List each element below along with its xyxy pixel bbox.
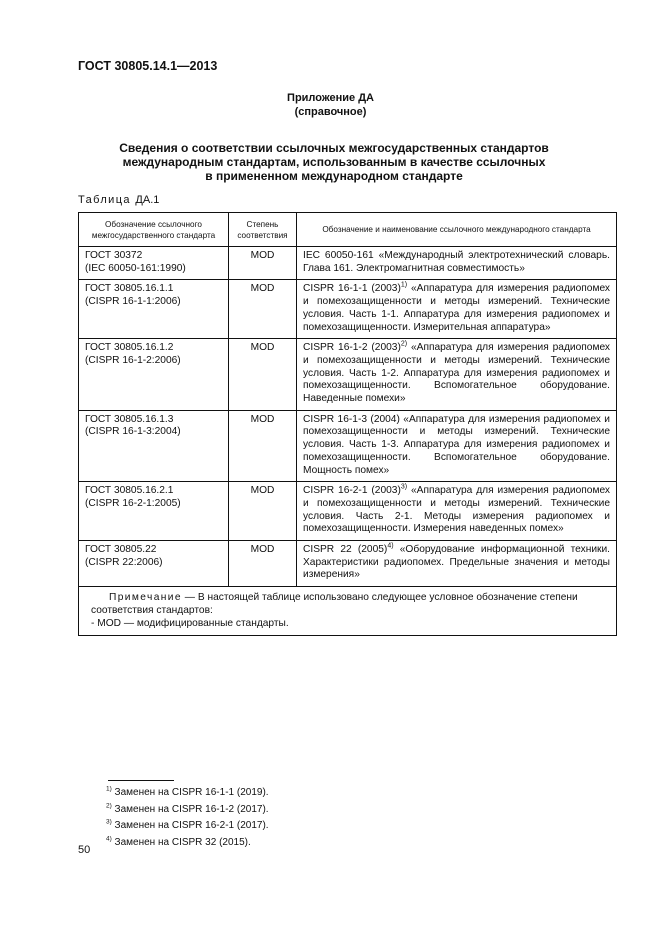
footnote <box>106 802 269 819</box>
footnote-text: Заменен на CISPR 16-1-2 (2017). <box>111 803 269 815</box>
note-text: — В настоящей таблице использовано следующее условное обозначение степени соответствия стандартов: <box>91 592 578 616</box>
standard-number: ГОСТ 30805.16.1.1 <box>85 283 174 295</box>
international-standard-cell <box>297 541 617 587</box>
table-header-row <box>79 213 617 247</box>
interstate-standard-cell <box>79 482 229 541</box>
footnote-ref: 3) <box>400 483 408 491</box>
standard-equivalent: (CISPR 16-2-1:2005) <box>85 497 181 509</box>
international-standard-cell <box>297 339 617 411</box>
degree-cell: MOD <box>229 247 297 280</box>
interstate-standard-cell <box>79 280 229 339</box>
appendix-block <box>0 91 661 119</box>
footnote <box>106 835 269 852</box>
interstate-standard-cell <box>79 541 229 587</box>
table-row <box>79 339 617 411</box>
footnote-ref: 4) <box>387 542 394 550</box>
international-standard-title: «Аппаратура для измерения радиопомех и помехозащищенности и методы измерений. Технические условия. Часть 1-2. Аппаратура для измерения радиопомех и помехозащищенности. Вспомогательное оборудование. Наведенные помехи» <box>303 342 610 405</box>
footnotes <box>106 785 269 851</box>
footnote-mark: 3) <box>106 818 112 826</box>
standard-equivalent: (CISPR 16-1-1:2006) <box>85 296 181 308</box>
interstate-standard-cell <box>79 247 229 280</box>
international-standard-code: IEC 60050-161 <box>303 250 374 261</box>
interstate-standard-cell <box>79 339 229 411</box>
appendix-title: Приложение ДА <box>287 92 374 104</box>
appendix-subtitle: (справочное) <box>294 106 367 118</box>
table-row <box>79 247 617 280</box>
table-caption-number: ДА.1 <box>135 194 160 206</box>
standard-number: ГОСТ 30805.16.1.2 <box>85 342 174 354</box>
international-standard-cell <box>297 247 617 280</box>
footnote <box>106 785 269 802</box>
standard-equivalent: (IEC 60050-161:1990) <box>85 262 186 274</box>
footnote-mark: 4) <box>106 835 112 843</box>
international-standard-title: «Международный электротехнический словарь. Глава 161. Электромагнитная совместимость» <box>303 250 610 274</box>
international-standard-code: CISPR 16-1-3 (2004) <box>303 413 400 425</box>
standard-equivalent: (CISPR 22:2006) <box>85 556 163 568</box>
section-heading <box>60 141 608 183</box>
footnote-text: Заменен на CISPR 16-2-1 (2017). <box>111 820 269 831</box>
international-standard-code: CISPR 16-2-1 (2003) <box>303 485 401 497</box>
column-header-interstate-standard: Обозначение ссылочного межгосударственного стандарта <box>79 213 229 247</box>
document-header: ГОСТ 30805.14.1—2013 <box>78 59 218 73</box>
table-caption-label: Таблица <box>78 194 131 206</box>
international-standard-title: «Аппаратура для измерения радиопомех и помехозащищенности и методы измерений. Технические условия. Часть 2-1. Методы измерения радиопомех и помехозащищенности. Измерения наведенных помех» <box>303 485 610 535</box>
degree-cell: MOD <box>229 280 297 339</box>
international-standard-cell <box>297 280 617 339</box>
heading-line: международным стандартам, использованным в качестве ссылочных <box>122 155 546 169</box>
heading-line: в примененном международном стандарте <box>205 169 463 183</box>
standard-equivalent: (CISPR 16-1-3:2004) <box>85 426 181 438</box>
note-title: Примечание <box>109 592 182 604</box>
international-standard-code: CISPR 16-1-2 (2003) <box>303 342 401 354</box>
table-note-row <box>79 587 617 636</box>
note-paragraph <box>91 592 608 617</box>
degree-cell: MOD <box>229 482 297 541</box>
heading-line: Сведения о соответствии ссылочных межгосударственных стандартов <box>119 141 549 155</box>
table-row <box>79 280 617 339</box>
international-standard-code: CISPR 22 (2005) <box>303 544 388 556</box>
footnote-ref: 2) <box>400 340 408 348</box>
footnote-text: Заменен на CISPR 16-1-1 (2019). <box>111 787 269 798</box>
table-row <box>79 482 617 541</box>
international-standard-title: «Аппаратура для измерения радиопомех и помехозащищенности и методы измерений. Технические условия. Часть 1-1. Аппаратура для измерения радиопомех и помехозащищенности. Измерительная аппаратура» <box>303 283 610 333</box>
table-row <box>79 541 617 587</box>
international-standard-cell <box>297 482 617 541</box>
footnote-ref: 1) <box>400 282 408 290</box>
degree-cell: MOD <box>229 541 297 587</box>
footnote-text: Заменен на CISPR 32 (2015). <box>111 836 251 848</box>
standards-table <box>78 212 617 636</box>
table-note <box>79 587 617 636</box>
table-caption <box>78 194 159 206</box>
footnote-mark: 2) <box>106 802 112 810</box>
international-standard-title: «Аппаратура для измерения радиопомех и помехозащищенности и методы измерений. Технические условия. Часть 1-3. Аппаратура для измерения радиопомех и помехозащищенности. Вспомогательное оборудование. Мощность помех» <box>303 413 610 476</box>
page-number: 50 <box>78 844 91 856</box>
standard-number: ГОСТ 30805.16.1.3 <box>85 413 174 425</box>
table-row <box>79 410 617 482</box>
standard-equivalent: (CISPR 16-1-2:2006) <box>85 354 181 366</box>
note-item: - MOD — модифицированные стандарты. <box>91 617 289 629</box>
international-standard-code: CISPR 16-1-1 (2003) <box>303 283 401 295</box>
standard-number: ГОСТ 30372 <box>85 250 143 261</box>
degree-cell: MOD <box>229 339 297 411</box>
standard-number: ГОСТ 30805.22 <box>85 544 157 556</box>
international-standard-title: «Оборудование информационной техники. Характеристики радиопомех. Предельные значения и методы измерения» <box>303 544 611 581</box>
interstate-standard-cell <box>79 410 229 482</box>
standard-number: ГОСТ 30805.16.2.1 <box>85 485 174 497</box>
degree-cell: MOD <box>229 410 297 482</box>
column-header-international-standard: Обозначение и наименование ссылочного международного стандарта <box>297 213 617 247</box>
footnote-separator <box>108 780 174 781</box>
footnote-mark: 1) <box>106 785 112 793</box>
footnote <box>106 818 269 835</box>
column-header-degree: Степень соответствия <box>229 213 297 247</box>
international-standard-cell <box>297 410 617 482</box>
